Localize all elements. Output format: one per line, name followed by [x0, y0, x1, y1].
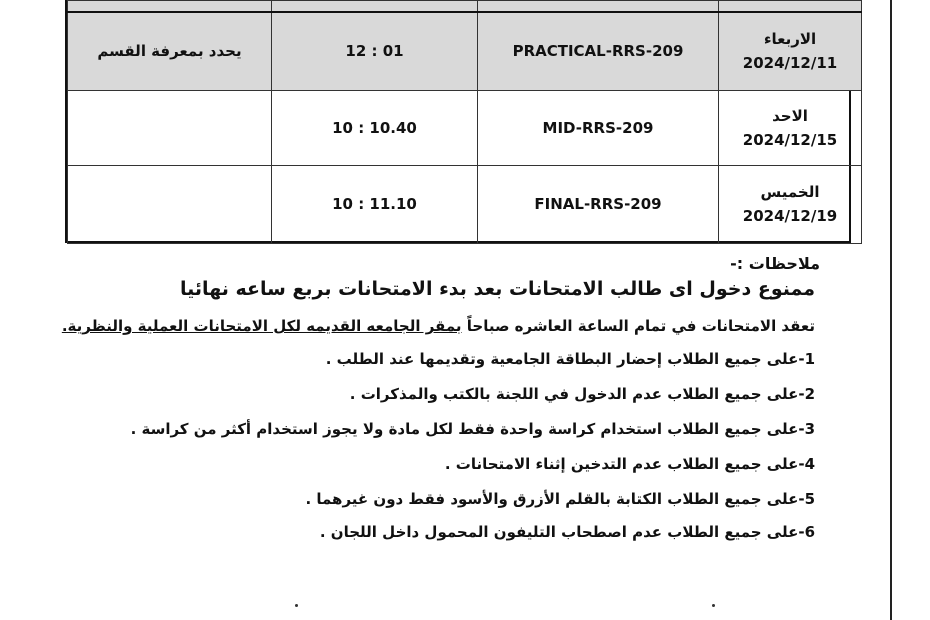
exam-location-note: [62, 317, 815, 335]
table-row: [68, 90, 862, 165]
exam-location-underlined: بمقر الجامعه القديمه لكل الامتحانات العملية والنظرية.: [61, 317, 462, 335]
note-cell: [68, 90, 272, 165]
time-cell: 10 : 10.40: [272, 90, 478, 165]
page-edge-line: [890, 0, 892, 620]
note-cell: [68, 165, 272, 243]
notes-heading: ملاحظات :-: [730, 254, 820, 273]
table-row: [68, 12, 862, 90]
rule-item: 6-على جميع الطلاب عدم اصطحاب التليفون المحمول داخل اللجان .: [319, 523, 815, 541]
day-cell: [719, 165, 862, 243]
table-row: [68, 165, 862, 243]
rule-item: 5-على جميع الطلاب الكتابة بالقلم الأزرق والأسود فقط دون غيرهما .: [305, 490, 815, 508]
rule-item: 2-على جميع الطلاب عدم الدخول في اللجنة بالكتب والمذكرات .: [349, 385, 815, 403]
day-cell: [719, 90, 862, 165]
subject-cell: FINAL-RRS-209: [478, 165, 719, 243]
exam-schedule-table: [65, 0, 851, 243]
time-cell: 10 : 11.10: [272, 165, 478, 243]
rule-item: 4-على جميع الطلاب عدم التدخين إثناء الامتحانات .: [444, 455, 815, 473]
scan-speck: [712, 604, 715, 607]
day-date: 2024/12/15: [742, 130, 838, 149]
subject-cell: MID-RRS-209: [478, 90, 719, 165]
day-name: الاربعاء: [763, 30, 817, 49]
scan-speck: [295, 604, 298, 607]
subject-cell: PRACTICAL-RRS-209: [478, 12, 719, 90]
day-name: الاحد: [772, 106, 808, 125]
note-cell: يحدد بمعرفة القسم: [68, 12, 272, 90]
day-cell: [719, 12, 862, 90]
time-cell: 12 : 01: [272, 12, 478, 90]
day-date: 2024/12/19: [742, 207, 838, 225]
day-date: 2024/12/11: [742, 54, 838, 73]
day-name: الخميس: [760, 183, 820, 201]
exam-time-text: تعقد الامتحانات في تمام الساعة العاشره صباحاً: [461, 317, 815, 335]
rule-item: 3-على جميع الطلاب استخدام كراسة واحدة فقط لكل مادة ولا يجوز استخدام أكثر من كراسة .: [130, 420, 815, 438]
table-header-row: [68, 1, 862, 13]
late-entry-warning: ممنوع دخول اى طالب الامتحانات بعد بدء الامتحانات بربع ساعه نهائيا: [180, 278, 815, 300]
rule-item: 1-على جميع الطلاب إحضار البطاقة الجامعية وتقديمها عند الطلب .: [325, 350, 815, 368]
